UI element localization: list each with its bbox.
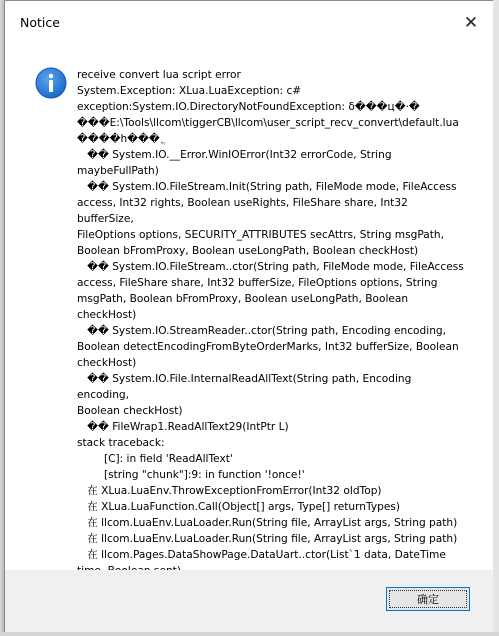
message-area <box>5 45 494 570</box>
dialog-title: Notice <box>20 15 60 30</box>
background-window-edge-bottom <box>0 632 499 636</box>
ok-button[interactable]: 确定 <box>386 587 470 611</box>
info-icon <box>35 67 67 99</box>
close-button[interactable] <box>448 1 494 45</box>
close-icon: ✕ <box>463 13 479 33</box>
title-bar <box>5 1 494 45</box>
background-window-edge-right <box>493 0 499 636</box>
dialog-footer <box>5 570 494 633</box>
notice-dialog <box>4 0 495 634</box>
error-message-text: receive convert lua script error System.Exception: XLua.LuaException: c# exception:System.IO.DirectoryNotFoundException: δ���ц�·� ���E:\Tools\llcom\tiggerCB\llcom\user_script_recv_convert\default.lua ����h���ֲ �� System.IO.__Error.WinIOError(Int32 errorCode, String maybeFullPath) �� System.IO.FileStream.Init(String path, FileMode mode, FileAccess access, Int32 rights, Boolean useRights, FileShare share, Int32 bufferSize, FileOptions options, SECURITY_ATTRIBUTES secAttrs, String msgPath, Boolean bFromProxy, Boolean useLongPath, Boolean checkHost) �� System.IO.FileStream..ctor(String path, FileMode mode, FileAccess access, FileShare share, Int32 bufferSize, FileOptions options, String msgPath, Boolean bFromProxy, Boolean useLongPath, Boolean checkHost) �� System.IO.StreamReader..ctor(String path, Encoding encoding, Boolean detectEncodingFromByteOrderMarks, Int32 bufferSize, Boolean checkHost) �� System.IO.File.InternalReadAllText(String path, Encoding encoding, Boolean checkHost) �� FileWrap1.ReadAllText29(IntPtr L) stack traceback: [C]: in field 'ReadAllText' [string "chunk"]:9: in function '!once!' 在 XLua.LuaEnv.ThrowExceptionFromError(Int32 oldTop) 在 XLua.LuaFunction.Call(Object[] args, Type[] returnTypes) 在 llcom.LuaEnv.LuaLoader.Run(String file, ArrayList args, String path) 在 llcom.LuaEnv.LuaLoader.Run(String file, ArrayList args, String path) 在 llcom.Pages.DataShowPage.DataUart..ctor(List`1 data, DateTime <box>77 69 464 561</box>
